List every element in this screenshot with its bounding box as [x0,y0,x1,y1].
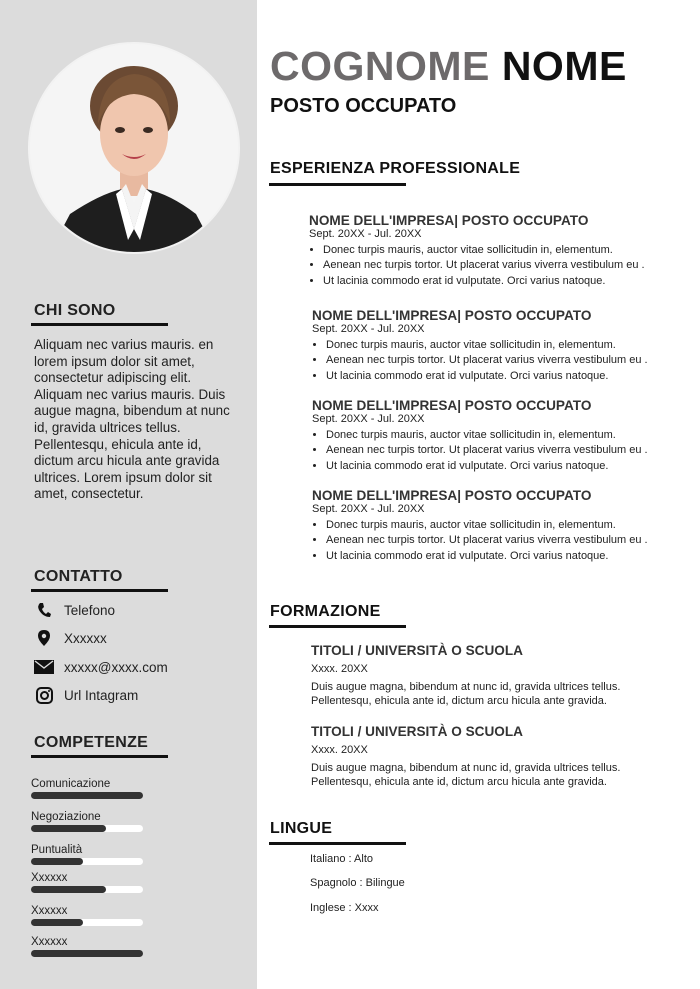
contact-location[interactable] [34,628,107,648]
job-bullet: • Donec turpis mauris, auctor vitae sollicitudin in, elementum. [326,428,692,443]
job-bullets [312,518,692,564]
job-date: Sept. 20XX - Jul. 20XX [312,503,425,515]
education-date: Xxxx. 20XX [311,663,368,675]
education-title: TITOLI / UNIVERSITÀ O SCUOLA [311,643,523,658]
job-bullet: • Aenean nec turpis tortor. Ut placerat varius viverra vestibulum eu . [326,353,692,368]
job-date: Sept. 20XX - Jul. 20XX [312,413,425,425]
skill-bar-fill [31,919,83,926]
job-date: Sept. 20XX - Jul. 20XX [309,228,422,240]
education-date: Xxxx. 20XX [311,744,368,756]
envelope-icon [34,658,54,676]
experience-heading-rule [269,183,406,186]
about-heading: CHI SONO [34,302,116,319]
job-title: NOME DELL'IMPRESA| POSTO OCCUPATO [312,488,592,503]
contact-email-label: xxxxx@xxxx.com [64,659,168,675]
job-entry [312,308,692,384]
education-entry [311,643,681,708]
job-bullet: • Ut lacinia commodo erat id vulputate. Orci varius natoque. [326,369,692,384]
first-name: NOME [501,43,627,89]
experience-heading: ESPERIENZA PROFESSIONALE [270,160,521,177]
job-bullet: • Donec turpis mauris, auctor vitae sollicitudin in, elementum. [326,518,692,533]
skill-bar-track [31,919,143,926]
location-pin-icon [34,629,54,647]
profile-photo [28,42,240,254]
job-entry [309,213,689,289]
instagram-icon [34,686,54,704]
contact-instagram-label: Url Intagram [64,687,139,703]
phone-icon [34,601,54,619]
skill-name: Negoziazione [31,811,101,823]
about-text: Aliquam nec varius mauris. en lorem ipsum dolor sit amet, consectetur adipiscing elit. Aliquam nec varius mauris. Duis augue magna, bibendum at nunc id, gravida ultrices tellus. Pellentesqu, ehicula ante id, dictum arcu hicula ante gravida ultrices. Lorem ipsum dolor sit amet, consectetur. [34,337,230,502]
skill-bar-fill [31,792,143,799]
language-item: Spagnolo : Bilingue [310,877,405,889]
sidebar [0,0,257,989]
job-bullet: • Donec turpis mauris, auctor vitae sollicitudin in, elementum. [326,338,692,353]
position-title: POSTO OCCUPATO [270,95,457,117]
languages-heading: LINGUE [270,820,333,837]
job-bullets [312,428,692,474]
contact-instagram[interactable] [34,685,139,705]
job-bullet: • Ut lacinia commodo erat id vulputate. Orci varius natoque. [326,549,692,564]
job-entry [312,398,692,474]
skill-bar-track [31,950,143,957]
job-entry [312,488,692,564]
contact-phone[interactable] [34,600,116,620]
job-bullet: • Aenean nec turpis tortor. Ut placerat varius viverra vestibulum eu . [326,443,692,458]
skill-bar-track [31,792,143,799]
job-bullets [312,338,692,384]
skill-bar-fill [31,950,143,957]
education-heading: FORMAZIONE [270,603,381,620]
full-name [270,43,627,90]
job-date: Sept. 20XX - Jul. 20XX [312,323,425,335]
skill-bar-track [31,886,143,893]
language-item: Inglese : Xxxx [310,902,379,914]
contact-email[interactable] [34,657,168,677]
contact-heading: CONTATTO [34,568,123,585]
skill-bar-fill [31,886,106,893]
job-bullet: • Donec turpis mauris, auctor vitae sollicitudin in, elementum. [323,243,689,258]
skills-heading: COMPETENZE [34,734,149,751]
job-title: NOME DELL'IMPRESA| POSTO OCCUPATO [309,213,589,228]
about-heading-rule [31,323,168,326]
education-heading-rule [269,625,406,628]
languages-heading-rule [269,842,406,845]
skill-item [31,936,143,957]
education-title: TITOLI / UNIVERSITÀ O SCUOLA [311,724,523,739]
skill-bar-track [31,825,143,832]
skill-name: Xxxxxx [31,872,68,884]
language-item: Italiano : Alto [310,853,373,865]
skill-name: Xxxxxx [31,905,68,917]
surname: COGNOME [270,43,490,89]
education-desc: Duis augue magna, bibendum at nunc id, gravida ultrices tellus. Pellentesqu, ehicula ante id, dictum arcu hicula ante gravida. [311,762,621,788]
skill-item [31,844,143,865]
skill-bar-fill [31,825,106,832]
contact-heading-rule [31,589,168,592]
job-title: NOME DELL'IMPRESA| POSTO OCCUPATO [312,308,592,323]
education-entry [311,724,681,789]
skill-item [31,778,143,799]
job-bullet: • Ut lacinia commodo erat id vulputate. Orci varius natoque. [323,274,689,289]
job-bullet: • Aenean nec turpis tortor. Ut placerat varius viverra vestibulum eu . [326,533,692,548]
contact-location-label: Xxxxxx [64,630,107,646]
job-bullet: • Ut lacinia commodo erat id vulputate. Orci varius natoque. [326,459,692,474]
skills-heading-rule [31,755,168,758]
education-desc: Duis augue magna, bibendum at nunc id, gravida ultrices tellus. Pellentesqu, ehicula ante id, dictum arcu hicula ante gravida. [311,681,621,707]
skill-name: Puntualità [31,844,83,856]
skill-bar-track [31,858,143,865]
skill-item [31,905,143,926]
skill-item [31,811,143,832]
skill-name: Comunicazione [31,778,111,790]
job-bullet: • Aenean nec turpis tortor. Ut placerat varius viverra vestibulum eu . [323,258,689,273]
skill-item [31,872,143,893]
skill-name: Xxxxxx [31,936,68,948]
job-bullets [309,243,689,289]
skill-bar-fill [31,858,83,865]
contact-phone-label: Telefono [64,602,116,618]
job-title: NOME DELL'IMPRESA| POSTO OCCUPATO [312,398,592,413]
